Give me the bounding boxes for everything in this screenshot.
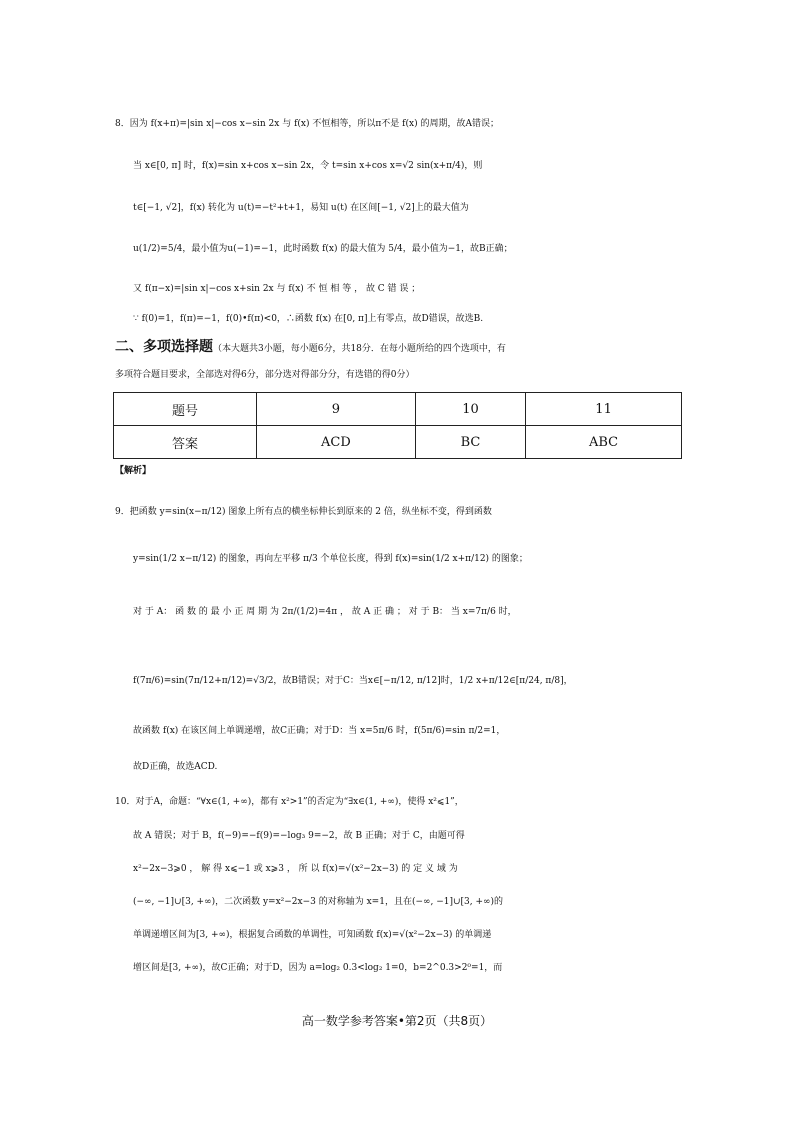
page-footer: 高一数学参考答案•第2页（共8页） bbox=[301, 1014, 493, 1028]
q9-line-5: 故函数 f(x) 在该区间上单调递增，故C正确；对于D：当 x=5π/6 时，f(5π/6)=sin π/2=1， bbox=[133, 726, 506, 736]
table-cell: ACD bbox=[257, 426, 416, 459]
table-header-cell: 答案 bbox=[114, 426, 257, 459]
answer-table bbox=[113, 392, 682, 459]
table-cell: 10 bbox=[415, 393, 525, 426]
q8-line-4: u(1/2)=5/4，最小值为u(−1)=−1，此时函数 f(x) 的最大值为 5/4，最小值为−1，故B正确； bbox=[133, 244, 513, 254]
table-cell: ABC bbox=[526, 426, 682, 459]
table-cell: 11 bbox=[526, 393, 682, 426]
q9-line-4: f(7π/6)=sin(7π/12+π/12)=√3/2，故B错误；对于C：当x∈[−π/12, π/12]时，1/2 x+π/12∈[π/24, π/8]， bbox=[133, 676, 573, 686]
table-row bbox=[114, 426, 682, 459]
section-title: 二、多项选择题 bbox=[115, 339, 213, 355]
q8-line-6: ∵ f(0)=1，f(π)=−1，f(0)•f(π)<0，∴函数 f(x) 在[0, π]上有零点，故D错误，故选B. bbox=[133, 314, 484, 324]
analysis-label: 【解析】 bbox=[115, 466, 152, 476]
q10-line-2: 故 A 错误；对于 B，f(−9)=−f(9)=−log₃ 9=−2，故 B 正确；对于 C，由题可得 bbox=[133, 831, 465, 841]
q8-line-2: 当 x∈[0, π] 时，f(x)=sin x+cos x−sin 2x，令 t=sin x+cos x=√2 sin(x+π/4)，则 bbox=[133, 161, 483, 171]
q8-line-1: 8．因为 f(x+π)=|sin x|−cos x−sin 2x 与 f(x) 不恒相等，所以π不是 f(x) 的周期，故A错误； bbox=[115, 119, 499, 129]
section-desc-2: 多项符合题目要求，全部选对得6分，部分选对得部分分，有选错的得0分） bbox=[115, 370, 415, 380]
q10-line-1: 10．对于A，命题：“∀x∈(1, +∞)，都有 x²>1”的否定为“∃x∈(1, +∞)，使得 x²⩽1”， bbox=[115, 797, 464, 807]
q9-line-2: y=sin(1/2 x−π/12) 的图象，再向左平移 π/3 个单位长度，得到 f(x)=sin(1/2 x+π/12) 的图象； bbox=[133, 554, 528, 564]
q10-line-4: (−∞, −1]∪[3, +∞)，二次函数 y=x²−2x−3 的对称轴为 x=1，且在(−∞, −1]∪[3, +∞)的 bbox=[133, 897, 504, 907]
q10-line-6: 增区间是[3, +∞)，故C正确；对于D，因为 a=log₂ 0.3<log₂ 1=0，b=2^0.3>2⁰=1，而 bbox=[133, 963, 503, 973]
q9-line-1: 9．把函数 y=sin(x−π/12) 图象上所有点的横坐标伸长到原来的 2 倍，纵坐标不变，得到函数 bbox=[115, 507, 492, 517]
q10-line-3: x²−2x−3⩾0 ， 解 得 x⩽−1 或 x⩾3 ， 所 以 f(x)=√(x²−2x−3) 的 定 义 域 为 bbox=[133, 864, 458, 874]
q8-line-5: 又 f(π−x)=|sin x|−cos x+sin 2x 与 f(x) 不 恒 相 等 ， 故 C 错 误 ； bbox=[133, 284, 421, 294]
table-header-cell: 题号 bbox=[114, 393, 257, 426]
q9-line-6: 故D正确，故选ACD. bbox=[133, 762, 218, 772]
section-desc-1: （本大题共3小题，每小题6分，共18分．在每小题所给的四个选项中，有 bbox=[213, 344, 506, 354]
table-cell: 9 bbox=[257, 393, 416, 426]
table-row bbox=[114, 393, 682, 426]
q8-line-3: t∈[−1, √2]，f(x) 转化为 u(t)=−t²+t+1，易知 u(t) 在区间[−1, √2]上的最大值为 bbox=[133, 203, 469, 213]
q10-line-5: 单调递增区间为[3, +∞)，根据复合函数的单调性，可知函数 f(x)=√(x²−2x−3) 的单调递 bbox=[133, 930, 492, 940]
table-cell: BC bbox=[415, 426, 525, 459]
section-heading bbox=[0, 338, 794, 358]
q9-line-3: 对 于 A： 函 数 的 最 小 正 周 期 为 2π/(1/2)=4π ， 故 A 正 确 ； 对 于 B： 当 x=7π/6 时， bbox=[133, 607, 517, 617]
